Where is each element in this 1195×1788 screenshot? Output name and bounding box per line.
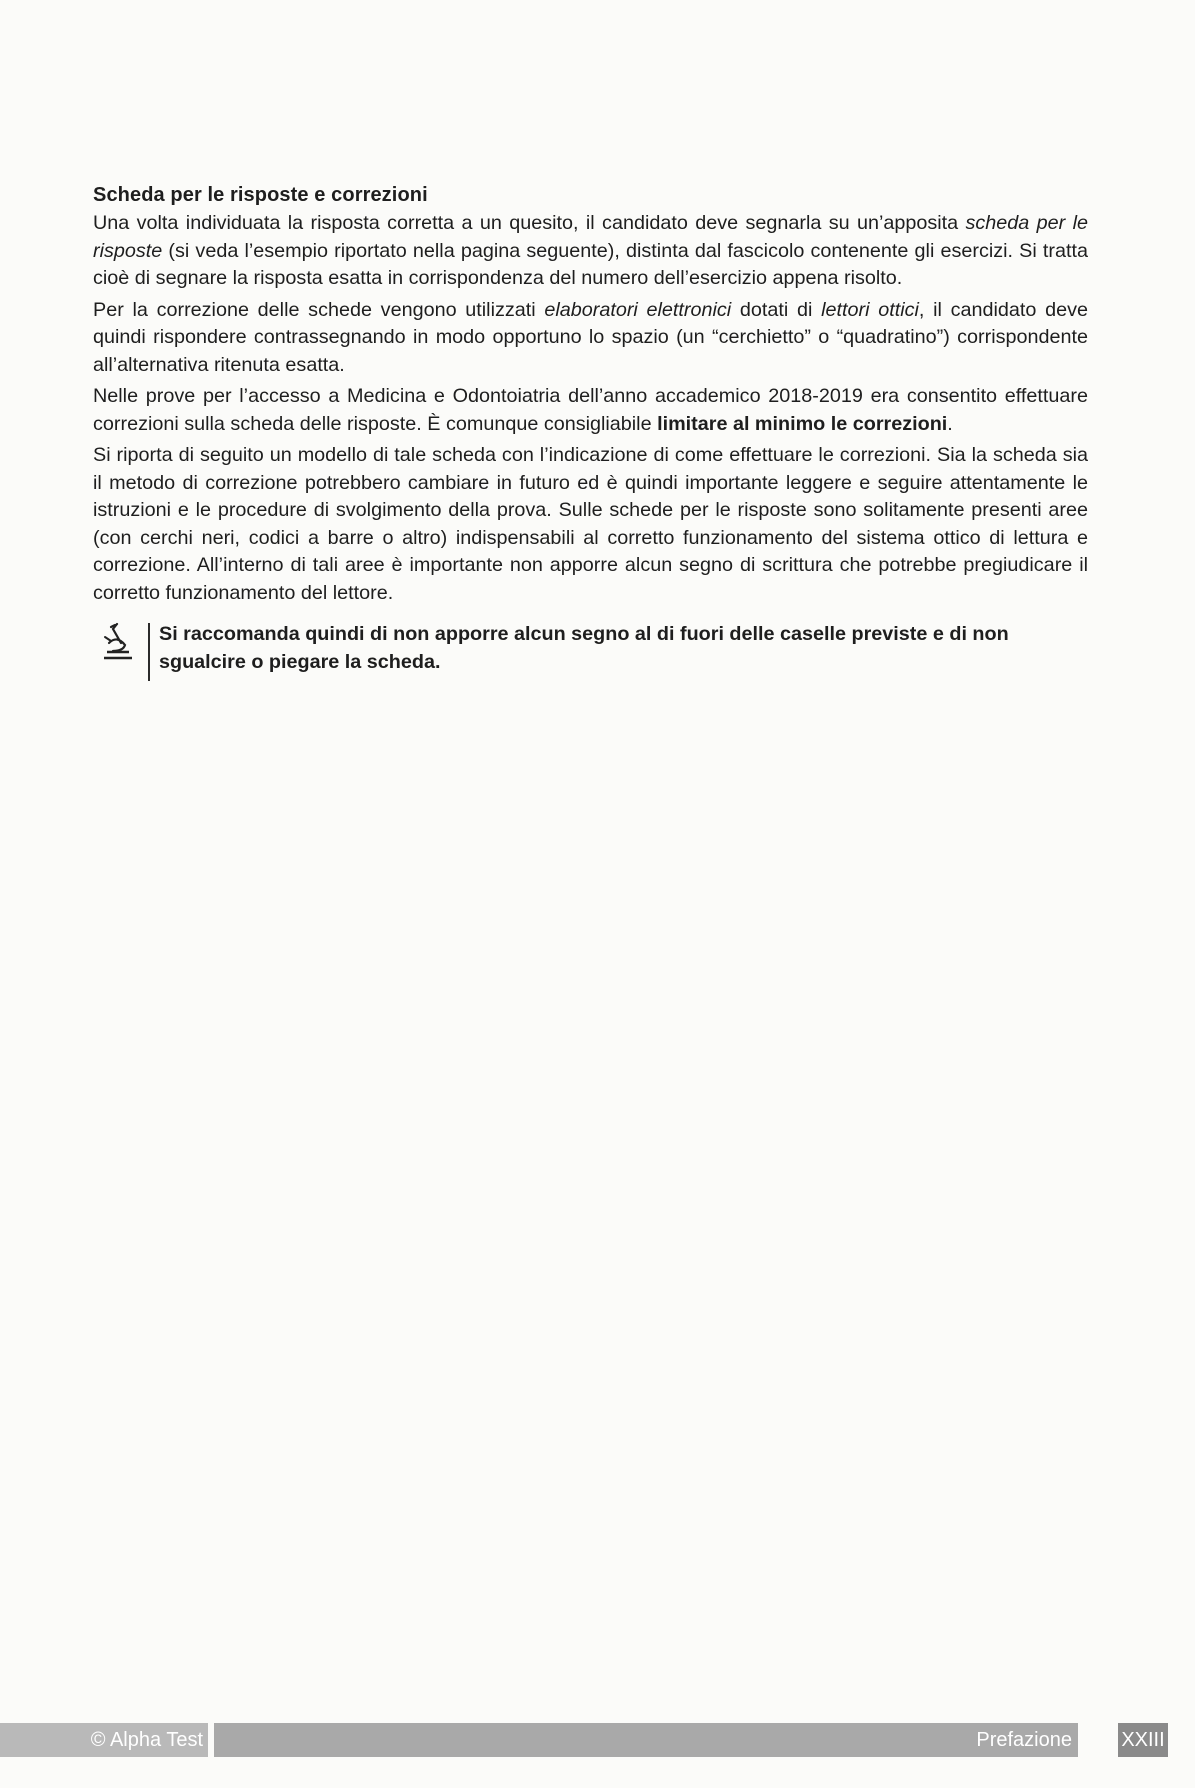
paragraph-text: Nelle prove per l’accesso a Medicina e Odontoiatria dell’anno accademico 2018-2019 era consentito effettuare correzioni sulla scheda delle risposte. È comunque consigliabile <box>93 385 1088 435</box>
paragraph-text: dotati di <box>731 298 822 321</box>
bold-advice: limitare al minimo le correzioni <box>657 412 948 435</box>
italic-term: scheda per le risposte <box>93 212 1089 262</box>
paragraph-text: . <box>947 412 953 435</box>
footer-section-name: Prefazione <box>976 1729 1072 1751</box>
page-content <box>93 181 1088 676</box>
note-text: Si raccomanda quindi di non apporre alcun segno al di fuori delle caselle previste e di non sgualcire o piegare la scheda. <box>159 623 1009 673</box>
paragraph-sheet-model: Si riporta di seguito un modello di tale scheda con l’indicazione di come effettuare le correzioni. Sia la scheda sia il metodo di correzione potrebbero cambiare in futuro ed è quindi importante leggere e seguire attentamente le istruzioni e le procedure di svolgimento della prova. Sulle schede per le risposte sono solitamente presenti aree (con cerchi neri, codici a barre o altro) indispensabili al corretto funzionamento del sistema ottico di lettura e correzione. All’interno di tali aree è importante non apporre alcun segno di scrittura che potrebbe pregiudicare il corretto funzionamento del lettore. <box>93 444 1088 604</box>
footer-brand-band <box>0 1723 208 1757</box>
footer-brand: © Alpha Test <box>90 1729 203 1751</box>
italic-term: elaboratori elettronici <box>544 298 732 321</box>
page-footer <box>0 1723 1195 1757</box>
paragraph-text: Una volta individuata la risposta corretta a un quesito, il candidato deve segnarla su un’apposita <box>93 212 966 234</box>
page-number: XXIII <box>1121 1729 1165 1751</box>
footer-page-box <box>1118 1723 1168 1757</box>
paragraph-answer-sheet <box>93 210 1088 293</box>
paragraph-text: (si veda l’esempio riportato nella pagina seguente), distinta dal fascicolo contenente gli esercizi. Si tratta cioè di segnare la risposta esatta in corrispondenza del numero dell’esercizio appena risolto. <box>93 239 1088 289</box>
paragraph-optical-readers <box>93 297 1088 380</box>
paragraph-corrections <box>93 383 1088 438</box>
paragraph-text: , il candidato deve quindi rispondere contrassegnando in modo opportuno lo spazio (un “cerchietto” o “quadratino”) corrispondente all’alternativa ritenuta esatta. <box>93 298 1088 376</box>
note-divider <box>148 623 150 681</box>
recommendation-note <box>93 621 1088 676</box>
section-heading: Scheda per le risposte e correzioni <box>93 184 428 206</box>
italic-term: lettori ottici <box>821 298 919 321</box>
paragraph-text: Per la correzione delle schede vengono utilizzati <box>93 298 545 321</box>
microscope-icon <box>99 621 135 661</box>
footer-section-band <box>214 1723 1078 1757</box>
